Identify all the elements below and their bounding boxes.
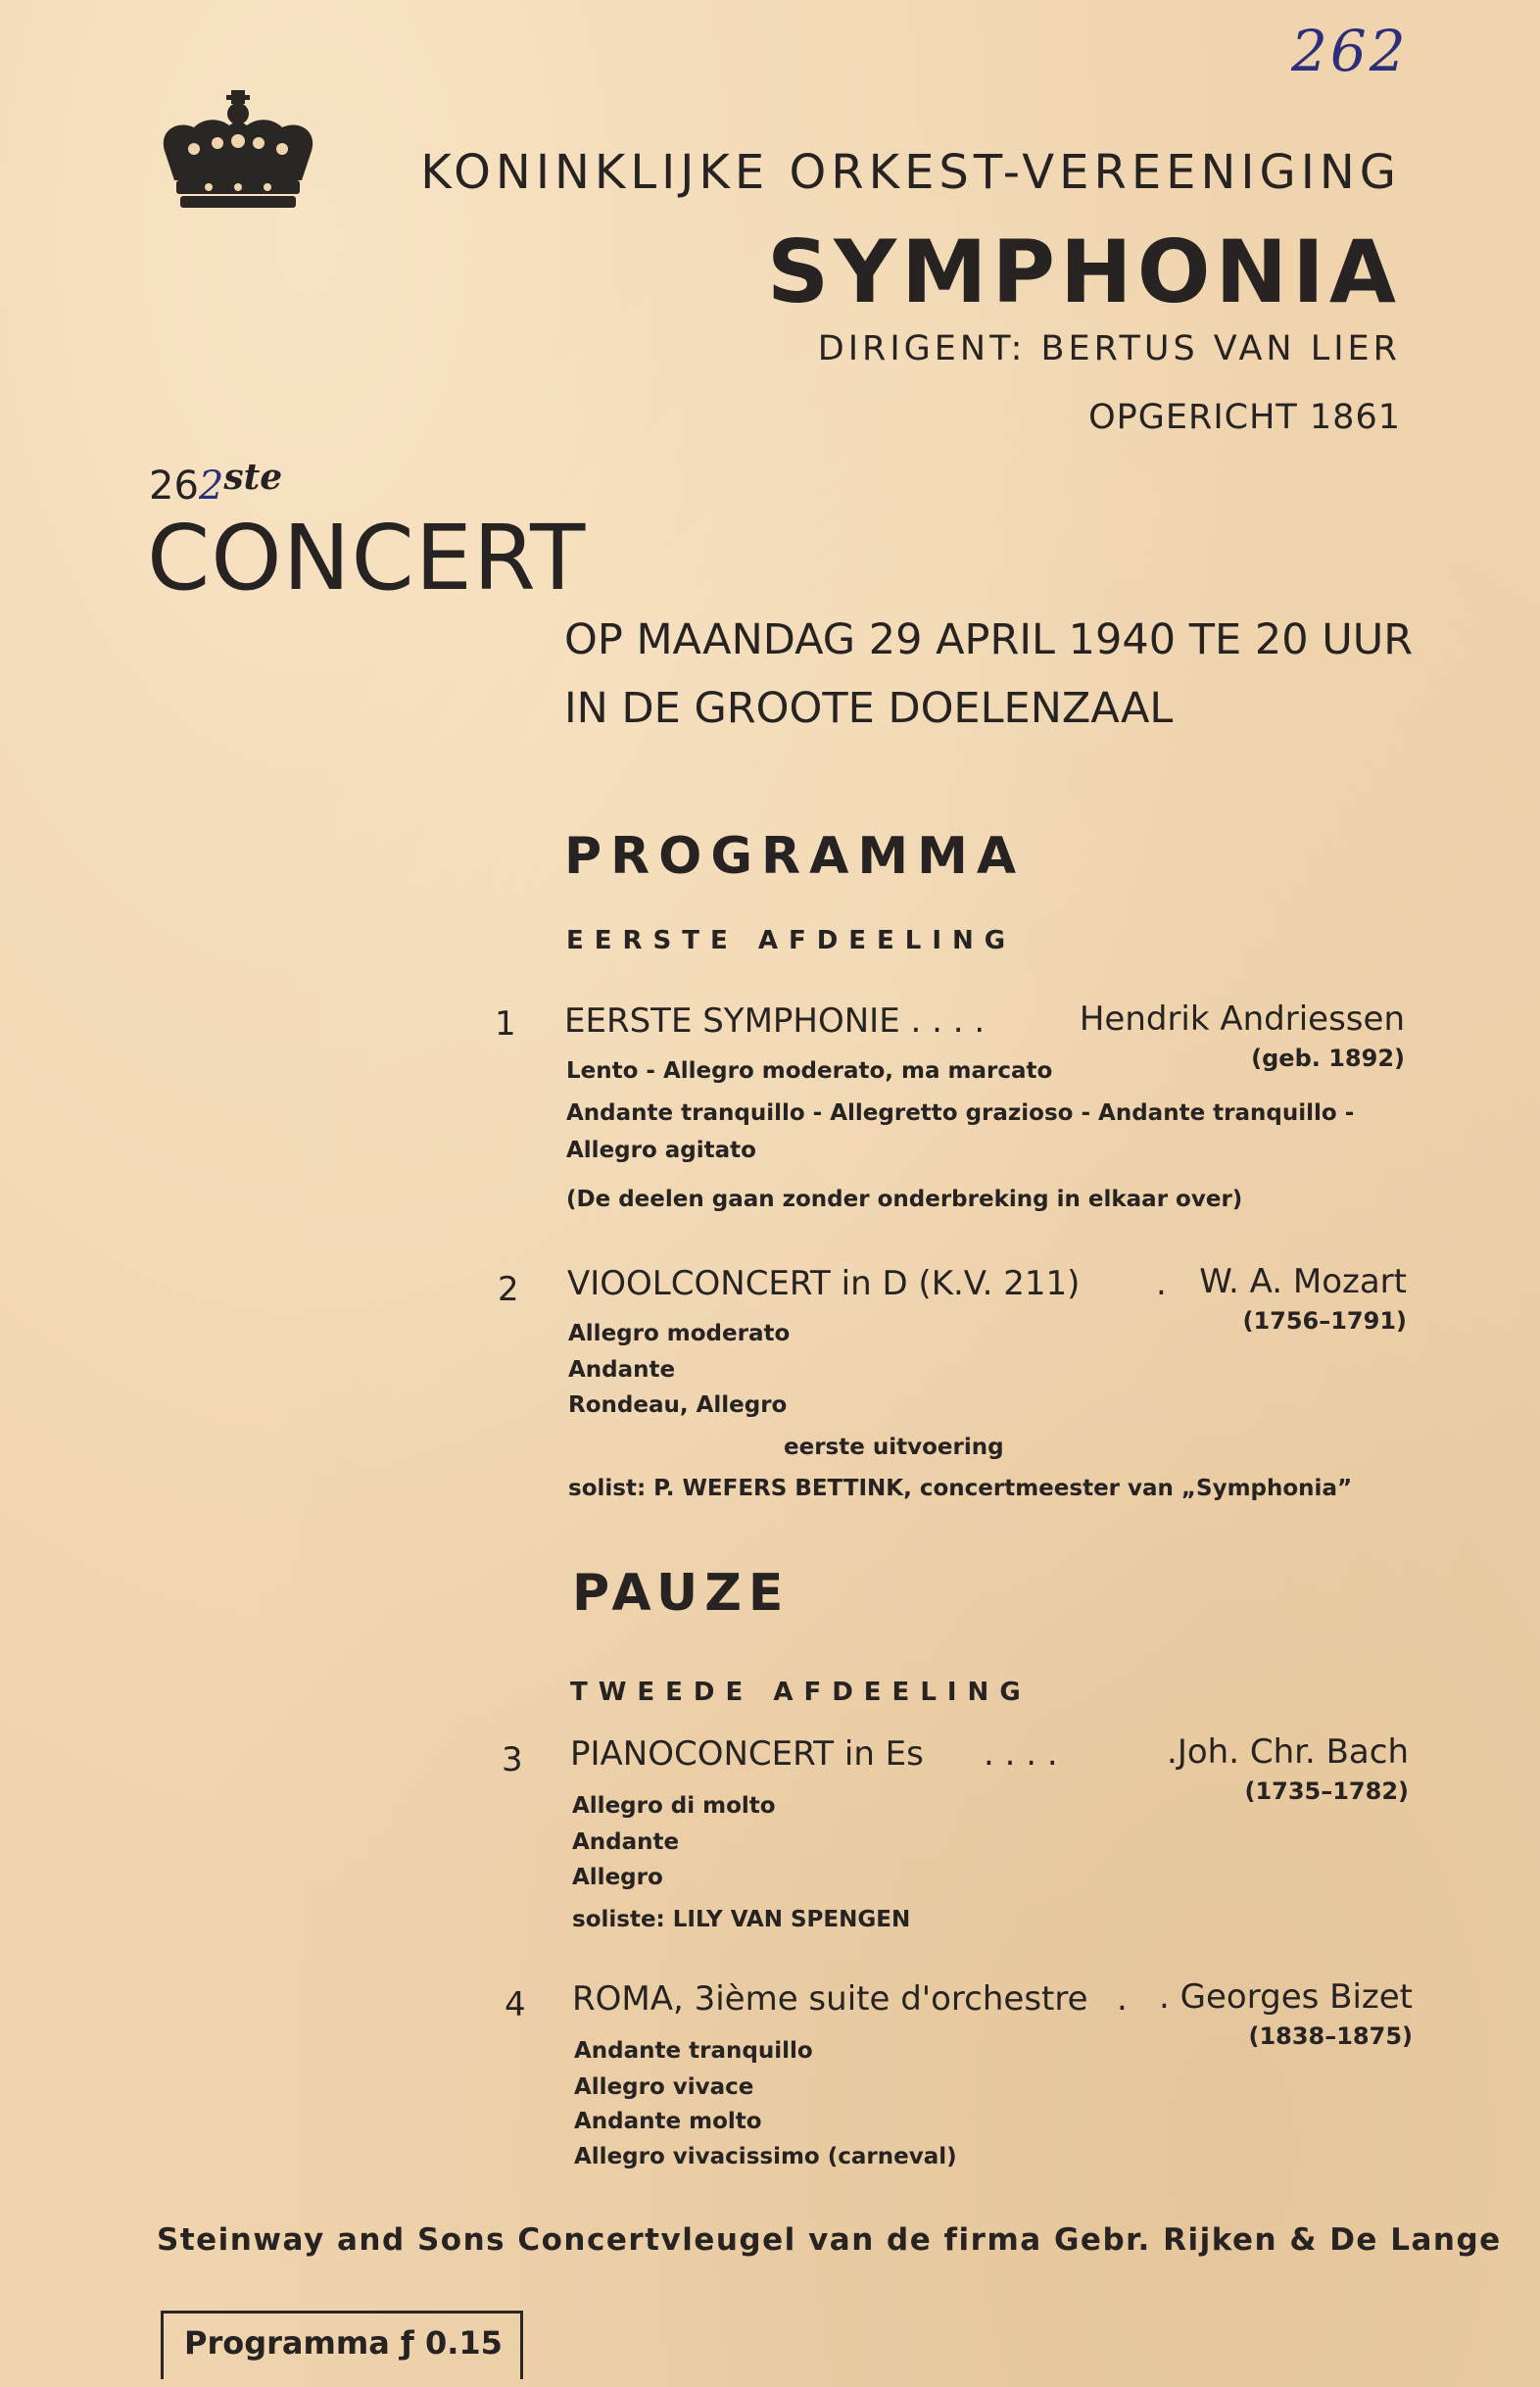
movement: Andante tranquillo - Allegretto grazioso - Andante tranquillo - xyxy=(566,1100,1355,1126)
royal-crown-icon xyxy=(155,90,321,212)
piano-credit: Steinway and Sons Concertvleugel van de firma Gebr. Rijken & De Lange xyxy=(157,2222,1502,2258)
movement: Allegro di molto xyxy=(572,1793,776,1819)
composer-name: W. A. Mozart xyxy=(1199,1262,1407,1301)
concert-venue: IN DE GROOTE DOELENZAAL xyxy=(564,684,1174,733)
composer-dates: (1756–1791) xyxy=(1242,1307,1407,1335)
movement: Rondeau, Allegro xyxy=(568,1392,788,1418)
composer-name: Hendrik Andriessen xyxy=(1079,999,1405,1039)
composer-name: . Georges Bizet xyxy=(1159,1977,1413,2017)
composer-dates: (geb. 1892) xyxy=(1251,1045,1405,1072)
part-two-heading: TWEEDE AFDEELING xyxy=(570,1678,1032,1707)
conductor-line: DIRIGENT: BERTUS VAN LIER xyxy=(817,329,1401,368)
composer-leader: . . . . xyxy=(984,1734,1058,1774)
movement: Andante xyxy=(568,1357,676,1383)
composer-dates: (1735–1782) xyxy=(1244,1778,1409,1805)
soloist-line: solist: P. WEFERS BETTINK, concertmeester van „Symphonia” xyxy=(568,1476,1353,1501)
organisation-name: KONINKLIJKE ORKEST-VEREENIGING xyxy=(420,145,1401,200)
pause-heading: PAUZE xyxy=(572,1564,791,1623)
work-title: EERSTE SYMPHONIE . . . . xyxy=(564,1001,986,1041)
movement: Andante molto xyxy=(574,2109,762,2134)
item-number: 2 xyxy=(498,1270,519,1309)
handwritten-archive-number: 262 xyxy=(1291,18,1409,84)
soloist-line: soliste: LILY VAN SPENGEN xyxy=(572,1907,911,1932)
item-number: 3 xyxy=(502,1740,523,1779)
part-one-heading: EERSTE AFDEELING xyxy=(566,926,1017,955)
movement: Lento - Allegro moderato, ma marcato xyxy=(566,1058,1053,1084)
orchestra-name: SYMPHONIA xyxy=(766,221,1401,322)
programme-heading: PROGRAMMA xyxy=(564,827,1026,886)
movement: Allegro vivace xyxy=(574,2074,754,2100)
item-number: 4 xyxy=(505,1985,526,2024)
concert-number-printed: 26 xyxy=(149,463,199,509)
item-number: 1 xyxy=(495,1004,516,1044)
concert-number-handwritten: 2 xyxy=(198,463,224,509)
work-title: PIANOCONCERT in Es xyxy=(570,1734,924,1774)
composer-name: .Joh. Chr. Bach xyxy=(1167,1732,1409,1772)
concert-date: OP MAANDAG 29 APRIL 1940 TE 20 UUR xyxy=(564,615,1414,664)
movement: Andante xyxy=(572,1829,680,1855)
composer-leader: . xyxy=(1156,1264,1167,1303)
movement: Allegro vivacissimo (carneval) xyxy=(574,2144,957,2169)
founded-line: OPGERICHT 1861 xyxy=(1088,398,1401,437)
composer-dates: (1838–1875) xyxy=(1248,2022,1413,2050)
movement: Allegro xyxy=(572,1865,663,1890)
ordinal-suffix: ste xyxy=(223,457,283,498)
concert-number xyxy=(149,457,282,509)
concert-title: CONCERT xyxy=(147,506,587,610)
work-title: ROMA, 3ième suite d'orchestre xyxy=(572,1979,1088,2019)
work-title: VIOOLCONCERT in D (K.V. 211) xyxy=(567,1264,1081,1303)
movement: Andante tranquillo xyxy=(574,2038,813,2064)
composer-leader: . xyxy=(1117,1979,1128,2019)
movement: Allegro moderato xyxy=(568,1321,791,1346)
programme-price: Programma ƒ 0.15 xyxy=(184,2324,503,2362)
premiere-note: eerste uitvoering xyxy=(784,1435,1004,1460)
movement: Allegro agitato xyxy=(566,1138,756,1163)
performance-note: (De deelen gaan zonder onderbreking in elkaar over) xyxy=(566,1187,1243,1212)
